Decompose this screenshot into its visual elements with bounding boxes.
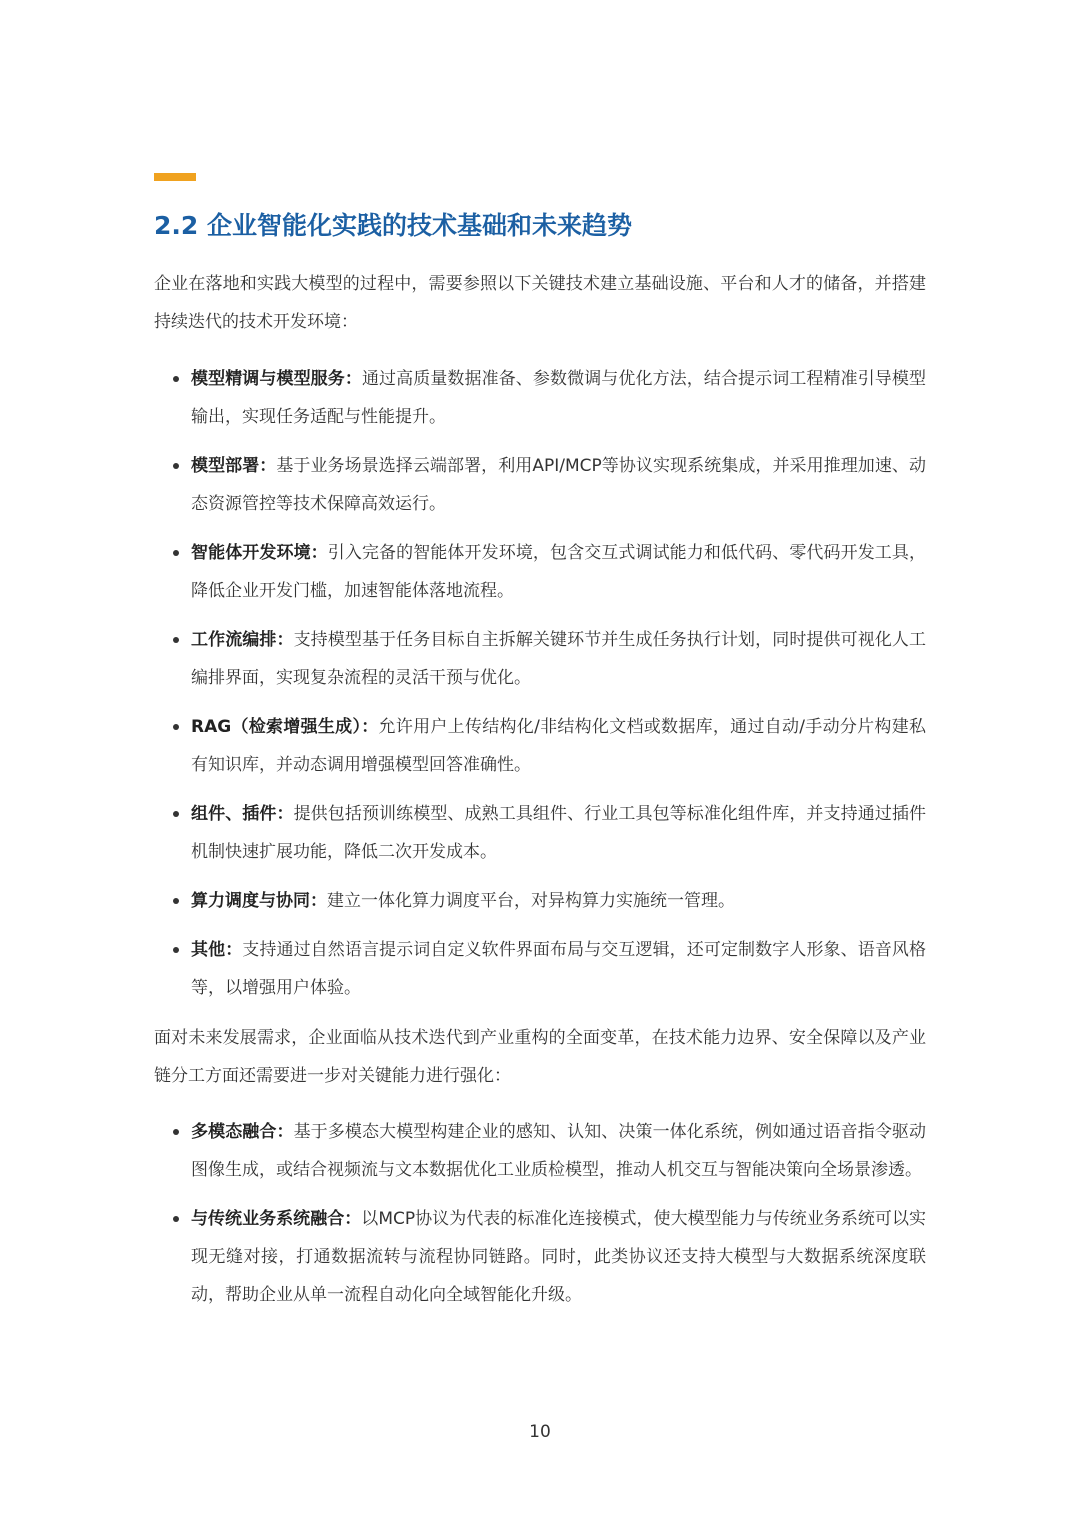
outro-paragraph: 面对未来发展需求，企业面临从技术迭代到产业重构的全面变革，在技术能力边界、安全保障以及产业链分工方面还需要进一步对关键能力进行强化： — [154, 1028, 926, 1086]
foundations-list — [154, 360, 926, 1018]
list-item — [154, 795, 926, 871]
list-item — [154, 621, 926, 697]
list-item-term: 其他： — [191, 940, 243, 960]
list-item-term: 模型部署： — [191, 456, 277, 476]
bullet-icon — [173, 947, 179, 953]
bullet-icon — [173, 898, 179, 904]
list-item-text: 支持通过自然语言提示词自定义软件界面布局与交互逻辑，还可定制数字人形象、语音风格等，以增强用户体验。 — [191, 940, 927, 998]
list-item-term: RAG（检索增强生成）： — [191, 717, 379, 737]
bullet-icon — [173, 637, 179, 643]
list-item — [154, 931, 926, 1007]
bullet-icon — [173, 811, 179, 817]
bullet-icon — [173, 376, 179, 382]
bullet-icon — [173, 1216, 179, 1222]
bullet-icon — [173, 1129, 179, 1135]
list-item-term: 多模态融合： — [191, 1122, 294, 1142]
list-item — [154, 447, 926, 523]
list-item — [154, 708, 926, 784]
list-item-text: 建立一体化算力调度平台，对异构算力实施统一管理。 — [327, 891, 735, 911]
bullet-icon — [173, 550, 179, 556]
trends-list — [154, 1113, 926, 1325]
list-item-text: 通过高质量数据准备、参数微调与优化方法，结合提示词工程精准引导模型输出，实现任务适配与性能提升。 — [191, 369, 926, 427]
section-accent-bar — [154, 173, 196, 181]
intro-paragraph: 企业在落地和实践大模型的过程中，需要参照以下关键技术建立基础设施、平台和人才的储备，并搭建持续迭代的技术开发环境： — [154, 274, 926, 332]
list-item-text: 基于业务场景选择云端部署，利用API/MCP等协议实现系统集成，并采用推理加速、动态资源管控等技术保障高效运行。 — [191, 456, 927, 514]
page-number: 10 — [529, 1422, 551, 1442]
list-item-term: 模型精调与模型服务： — [191, 369, 362, 389]
list-item-text: 提供包括预训练模型、成熟工具组件、行业工具包等标准化组件库，并支持通过插件机制快速扩展功能，降低二次开发成本。 — [191, 804, 927, 862]
list-item-term: 算力调度与协同： — [191, 891, 327, 911]
list-item-term: 组件、插件： — [191, 804, 294, 824]
section-title: 2.2 企业智能化实践的技术基础和未来趋势 — [154, 211, 632, 240]
list-item — [154, 1113, 926, 1189]
list-item-text: 基于多模态大模型构建企业的感知、认知、决策一体化系统，例如通过语音指令驱动图像生成，或结合视频流与文本数据优化工业质检模型，推动人机交互与智能决策向全场景渗透。 — [191, 1122, 927, 1180]
list-item — [154, 534, 926, 610]
list-item — [154, 360, 926, 436]
list-item-term: 工作流编排： — [191, 630, 294, 650]
list-item-term: 智能体开发环境： — [191, 543, 328, 563]
bullet-icon — [173, 724, 179, 730]
list-item-text: 允许用户上传结构化/非结构化文档或数据库，通过自动/手动分片构建私有知识库，并动态调用增强模型回答准确性。 — [191, 717, 926, 775]
list-item — [154, 882, 926, 920]
list-item-text: 支持模型基于任务目标自主拆解关键环节并生成任务执行计划，同时提供可视化人工编排界面，实现复杂流程的灵活干预与优化。 — [191, 630, 927, 688]
list-item-text: 引入完备的智能体开发环境，包含交互式调试能力和低代码、零代码开发工具，降低企业开发门槛，加速智能体落地流程。 — [191, 543, 927, 601]
list-item — [154, 1200, 926, 1314]
bullet-icon — [173, 463, 179, 469]
list-item-text: 以MCP协议为代表的标准化连接模式，使大模型能力与传统业务系统可以实现无缝对接，打通数据流转与流程协同链路。同时，此类协议还支持大模型与大数据系统深度联动，帮助企业从单一流程自动化向全域智能化升级。 — [191, 1209, 926, 1305]
list-item-term: 与传统业务系统融合： — [191, 1209, 362, 1229]
